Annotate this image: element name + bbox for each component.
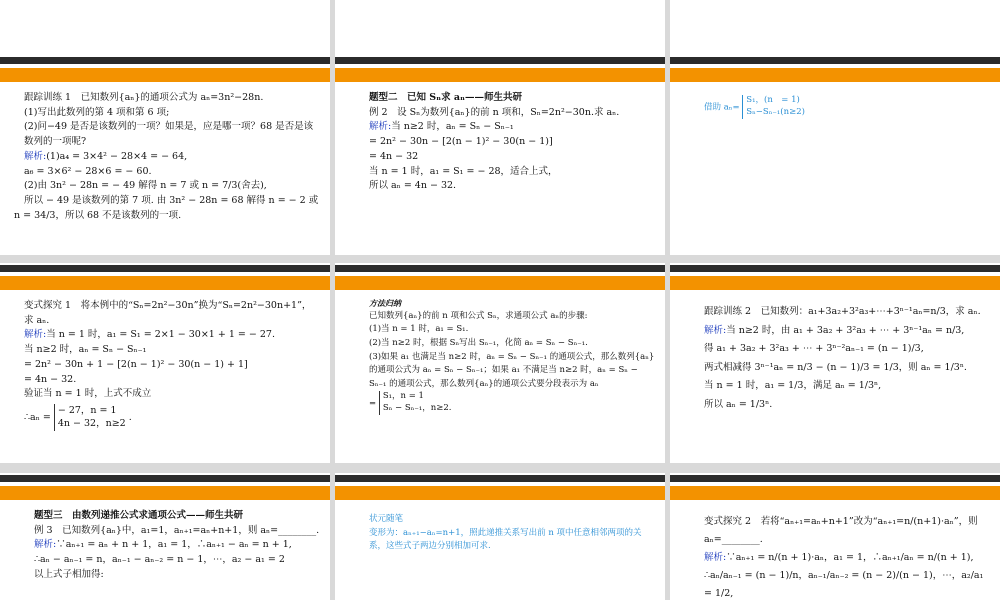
answer-line: ∵aₙ₊₁ = n/(n + 1)·aₙ，a₁ = 1，∴aₙ₊₁/aₙ = n/(n + 1),	[726, 552, 974, 564]
example-text: 例 3 已知数列{aₙ}中，a₁=1，aₙ₊₁=aₙ+n+1，则 aₙ=________.	[34, 524, 320, 536]
method-line: (1)当 n = 1 时，a₁ = S₁.	[369, 324, 469, 335]
section-title: 题型二 已知 Sₙ求 aₙ——师生共研	[369, 92, 522, 103]
dark-stripe	[335, 475, 665, 482]
notes-title: 状元随笔	[369, 514, 404, 524]
answer-line: 得 a₁ + 3a₂ + 3²a₃ + ⋯ + 3ⁿ⁻²aₙ₋₁ = (n − 1)/3,	[704, 343, 924, 355]
dark-stripe	[0, 265, 330, 272]
dark-stripe	[335, 265, 665, 272]
answer-line: 以上式子相加得:	[34, 568, 104, 580]
dark-stripe	[335, 57, 665, 64]
problem-title: 跟踪训练 2 已知数列：a₁+3a₂+3²a₃+⋯+3ⁿ⁻¹aₙ=n/3，求 aₙ.	[704, 306, 981, 317]
answer-line: 当 n≥2 时，由 a₁ + 3a₂ + 3²a₃ + ⋯ + 3ⁿ⁻¹aₙ = n/3,	[726, 324, 965, 336]
slide-method-summary	[335, 263, 665, 463]
orange-stripe	[670, 276, 1000, 290]
answer-line: 当 n = 1 时，a₁ = S₁ = − 28，适合上式，	[369, 165, 558, 177]
question-1: (1)写出此数列的第 4 项和第 6 项;	[24, 106, 170, 118]
answer-line: 所以 − 49 是该数列的第 7 项. 由 3n² − 28n = 68 解得 n = − 2 或	[24, 195, 319, 207]
slide-top-left	[0, 0, 330, 60]
case-line: − 27，n = 1	[57, 405, 117, 417]
answer-line: = 2n² − 30n − [2(n − 1)² − 30(n − 1)]	[369, 136, 553, 148]
notes-line: 变形为：aₙ₊₁−aₙ=n+1，照此递推关系写出前 n 项中任意相邻两项的关系，这些式子两边分别相加可求.	[369, 527, 642, 552]
slide-tracking-exercise-2	[670, 263, 1000, 463]
case-line: S₁，(n = 1)	[746, 95, 800, 105]
piecewise-suffix: .	[128, 411, 132, 423]
answer-line: 两式相减得 3ⁿ⁻¹aₙ = n/3 − (n − 1)/3 = 1/3，则 aₙ = 1/3ⁿ.	[704, 361, 967, 373]
hint-prefix: 借助 aₙ=	[704, 102, 740, 113]
case-line: Sₙ−Sₙ₋₁(n≥2)	[746, 106, 805, 117]
slide-content	[34, 509, 320, 583]
answer-line: ∴aₙ/aₙ₋₁ = (n − 1)/n，aₙ₋₁/aₙ₋₂ = (n − 2)/(n − 1)，⋯，a₂/a₁ = 1/2,	[704, 570, 984, 600]
answer-line: (1)a₄ = 3×4² − 28×4 = − 64,	[46, 150, 188, 162]
slide-content	[704, 303, 990, 414]
answer-line: ∵aₙ₊₁ = aₙ + n + 1，a₁ = 1，∴aₙ₊₁ − aₙ = n + 1,	[56, 539, 292, 551]
section-title: 题型三 由数列递推公式求通项公式——师生共研	[34, 510, 244, 521]
method-line: (3)如果 a₁ 也满足当 n≥2 时，aₙ = Sₙ − Sₙ₋₁ 的通项公式，那么数列{aₙ}的通项公式为 aₙ = Sₙ − Sₙ₋₁；如果 a₁ 不满足当 n≥2 时，aₙ = Sₙ − Sₙ₋₁ 的通项公式，那么数列{aₙ}的通项公式要分段表示为 aₙ	[369, 351, 655, 389]
slide-top-middle	[335, 0, 665, 60]
case-line: 4n − 32，n≥2	[57, 418, 126, 430]
answer-line: = 2n² − 30n + 1 − [2(n − 1)² − 30(n − 1) + 1]	[24, 358, 248, 370]
question-2: (2)问−49 是否是该数列的一项？如果是，应是哪一项？68 是否是该数列的一项呢?	[24, 121, 314, 148]
dark-stripe	[670, 475, 1000, 482]
answer-line: 所以 aₙ = 1/3ⁿ.	[704, 398, 773, 410]
problem-title: 变式探究 2 若将“aₙ₊₁=aₙ+n+1”改为“aₙ₊₁=n/(n+1)·aₙ”，则 aₙ=________.	[704, 516, 978, 546]
case-line: Sₙ − Sₙ₋₁，n≥2.	[382, 403, 452, 414]
example-text: 例 2 设 Sₙ为数列{aₙ}的前 n 项和，Sₙ=2n²−30n.求 aₙ.	[369, 106, 620, 118]
orange-stripe	[335, 68, 665, 82]
slide-type-two	[335, 55, 665, 255]
dark-stripe	[670, 265, 1000, 272]
dark-stripe	[670, 57, 1000, 64]
piecewise-brace	[379, 391, 452, 415]
method-line: 已知数列{aₙ}的前 n 项和公式 Sₙ，求通项公式 aₙ的步骤:	[369, 310, 588, 321]
orange-stripe	[0, 68, 330, 82]
slide-content	[14, 91, 320, 223]
answer-line: 所以 aₙ = 4n − 32.	[369, 180, 457, 192]
answer-line: = 4n − 32	[369, 150, 419, 162]
slide-variant-2	[670, 473, 1000, 600]
slide-tracking-exercise-1	[0, 55, 330, 255]
slide-top-right	[670, 0, 1000, 60]
answer-line: ∴aₙ − aₙ₋₁ = n，aₙ₋₁ − aₙ₋₂ = n − 1，⋯，a₂ − a₁ = 2	[34, 554, 285, 566]
answer-label: 解析:	[24, 329, 47, 341]
slide-content	[369, 513, 655, 554]
piecewise-brace	[54, 404, 126, 431]
case-line: S₁，n = 1	[382, 391, 424, 402]
orange-stripe	[335, 276, 665, 290]
answer-label: 解析:	[704, 552, 727, 564]
orange-stripe	[335, 486, 665, 500]
piecewise-prefix: ∴aₙ =	[24, 411, 51, 423]
answer-line: 当 n = 1 时，a₁ = 1/3，满足 aₙ = 1/3ⁿ,	[704, 380, 882, 392]
orange-stripe	[0, 486, 330, 500]
answer-line: 当 n≥2 时，aₙ = Sₙ − Sₙ₋₁	[24, 344, 147, 356]
answer-label: 解析:	[24, 150, 47, 162]
dark-stripe	[0, 475, 330, 482]
slide-content	[704, 513, 990, 600]
slide-scholar-notes	[335, 473, 665, 600]
piecewise-prefix: =	[369, 398, 377, 409]
piecewise-brace	[742, 95, 805, 119]
orange-stripe	[0, 276, 330, 290]
slide-content	[14, 299, 320, 431]
answer-line: = 4n − 32.	[24, 373, 77, 385]
slide-content	[369, 297, 655, 415]
answer-line: (2)由 3n² − 28n = − 49 解得 n = 7 或 n = 7/3(舍去),	[24, 180, 267, 192]
method-title: 方法归纳	[369, 298, 401, 308]
answer-line: 当 n≥2 时，aₙ = Sₙ − Sₙ₋₁	[391, 121, 514, 133]
hint-content	[704, 95, 990, 119]
orange-stripe	[670, 486, 1000, 500]
slide-content	[369, 91, 655, 194]
answer-line: 验证当 n = 1 时，上式不成立	[24, 388, 152, 400]
slide-hint	[670, 55, 1000, 255]
answer-label: 解析:	[369, 121, 392, 133]
slide-type-three	[0, 473, 330, 600]
answer-label: 解析:	[704, 324, 727, 336]
problem-title: 变式探究 1 将本例中的“Sₙ=2n²−30n”换为“Sₙ=2n²−30n+1”，求 aₙ.	[24, 300, 312, 326]
orange-stripe	[670, 68, 1000, 82]
method-line: (2)当 n≥2 时，根据 Sₙ写出 Sₙ₋₁，化简 aₙ = Sₙ − Sₙ₋₁.	[369, 337, 588, 348]
answer-line: a₆ = 3×6² − 28×6 = − 60.	[24, 165, 152, 177]
answer-label: 解析:	[34, 539, 57, 551]
answer-line: n = 34/3，所以 68 不是该数列的一项.	[14, 209, 182, 221]
answer-line: 当 n = 1 时，a₁ = S₁ = 2×1 − 30×1 + 1 = − 27.	[46, 329, 275, 341]
slide-variant-1	[0, 263, 330, 463]
problem-title: 跟踪训练 1 已知数列{aₙ}的通项公式为 aₙ=3n²−28n.	[24, 92, 264, 103]
dark-stripe	[0, 57, 330, 64]
